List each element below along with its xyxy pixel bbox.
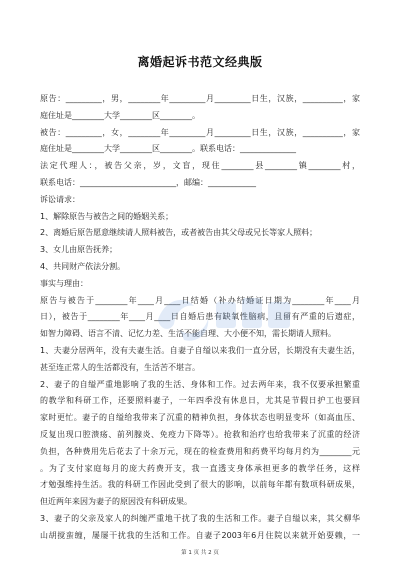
text-line: 法定代理人：，被告父亲，岁，文盲，现住________县________镇________村， <box>40 161 360 171</box>
text-line: 被告：_________，女，________年_________月_________日生，汉族，__________，家 <box>40 127 360 137</box>
text-line: 3、妻子的父亲及家人的纠缠严重地干扰了我的生活和工作。妻子自缢以来，其父柳华 <box>40 513 360 523</box>
text-line: 原告与被告于________年____月____日结婚（补办结婚证日期为________年____月 <box>40 295 360 305</box>
text-line: 2、妻子的自缢严重地影响了我的生活、身体和工作。过去两年来，我不仅要承担繁重 <box>40 379 360 389</box>
text-line: 反复出现口腔溃疡、前列腺炎、免疫力下降等）。抢救和治疗也给我带来了沉重的经济 <box>40 429 360 439</box>
text-line: 。为了支付家庭每月的庞大药费开支，我一直透支身体承担更多的教学任务，这样 <box>40 463 360 473</box>
text-line: 原告：_________，男，________年_________月_________日生，汉族，__________，家 <box>40 94 360 103</box>
text-line: 庭住址是________大学________区________。联系电话：______________ <box>40 144 296 154</box>
text-line: 1、夫妻分居两年，没有夫妻生活。自妻子自缢以来我们一直分居，长期没有夫妻生活， <box>40 345 360 355</box>
document-body <box>40 91 360 545</box>
text-line: 日），被告于________年____月____日自婚后患有缺氧性脑病，且留有严重的后遗症， <box>40 312 360 322</box>
document-title: 离婚起诉书范文经典版 <box>137 55 263 69</box>
section-heading: 事实与理由： <box>40 278 88 288</box>
text-line: 如智力障碍、语言不清、记忆力差、生活不能自理、大小便不知，需长期请人照料。 <box>40 329 336 339</box>
text-line: 但近两年来因为妻子的原因没有科研成果。 <box>40 497 192 507</box>
list-item: 3、女儿由原告抚养； <box>40 245 118 255</box>
list-item: 2、离婚后原告愿意继续请人照料被告，或者被告由其父母或兄长等家人照料； <box>40 228 318 238</box>
text-line: 负担，各种费用先后花去了十余万元，现在的检查费用和药费平均每月约为________元 <box>40 446 360 456</box>
text-line: 才勉强维持生活。我的科研工作因此受到了很大的影响，以前每年都有数项科研成果， <box>40 480 360 490</box>
text-line: 联系电话：________________________，邮编：____________ <box>40 177 256 187</box>
list-item: 4、共同财产依法分割。 <box>40 261 126 271</box>
page-footer: 第 1 页 共 2 页 <box>181 550 219 556</box>
text-line: 山胡搅蛮缠，屡屡干扰我的生活和工作。自妻子2003年6月住院以来就开始耍赖，一 <box>40 530 360 540</box>
text-line: 庭住址是________大学________区________。 <box>40 110 200 120</box>
section-heading: 诉讼请求： <box>40 194 80 204</box>
text-line: 家时更忙。妻子的自缢给我带来了沉重的精神负担，身体状态也明显变坏（如高血压、 <box>40 413 360 423</box>
text-line: 的教学和科研工作，还要照料妻子，一年四季没有休息日，尤其是节假日护工也要回 <box>40 396 360 406</box>
list-item: 1、解除原告与被告之间的婚姻关系； <box>40 211 174 221</box>
text-line: 甚至连正常人的生活都没有，生活苦不堪言。 <box>40 362 200 372</box>
